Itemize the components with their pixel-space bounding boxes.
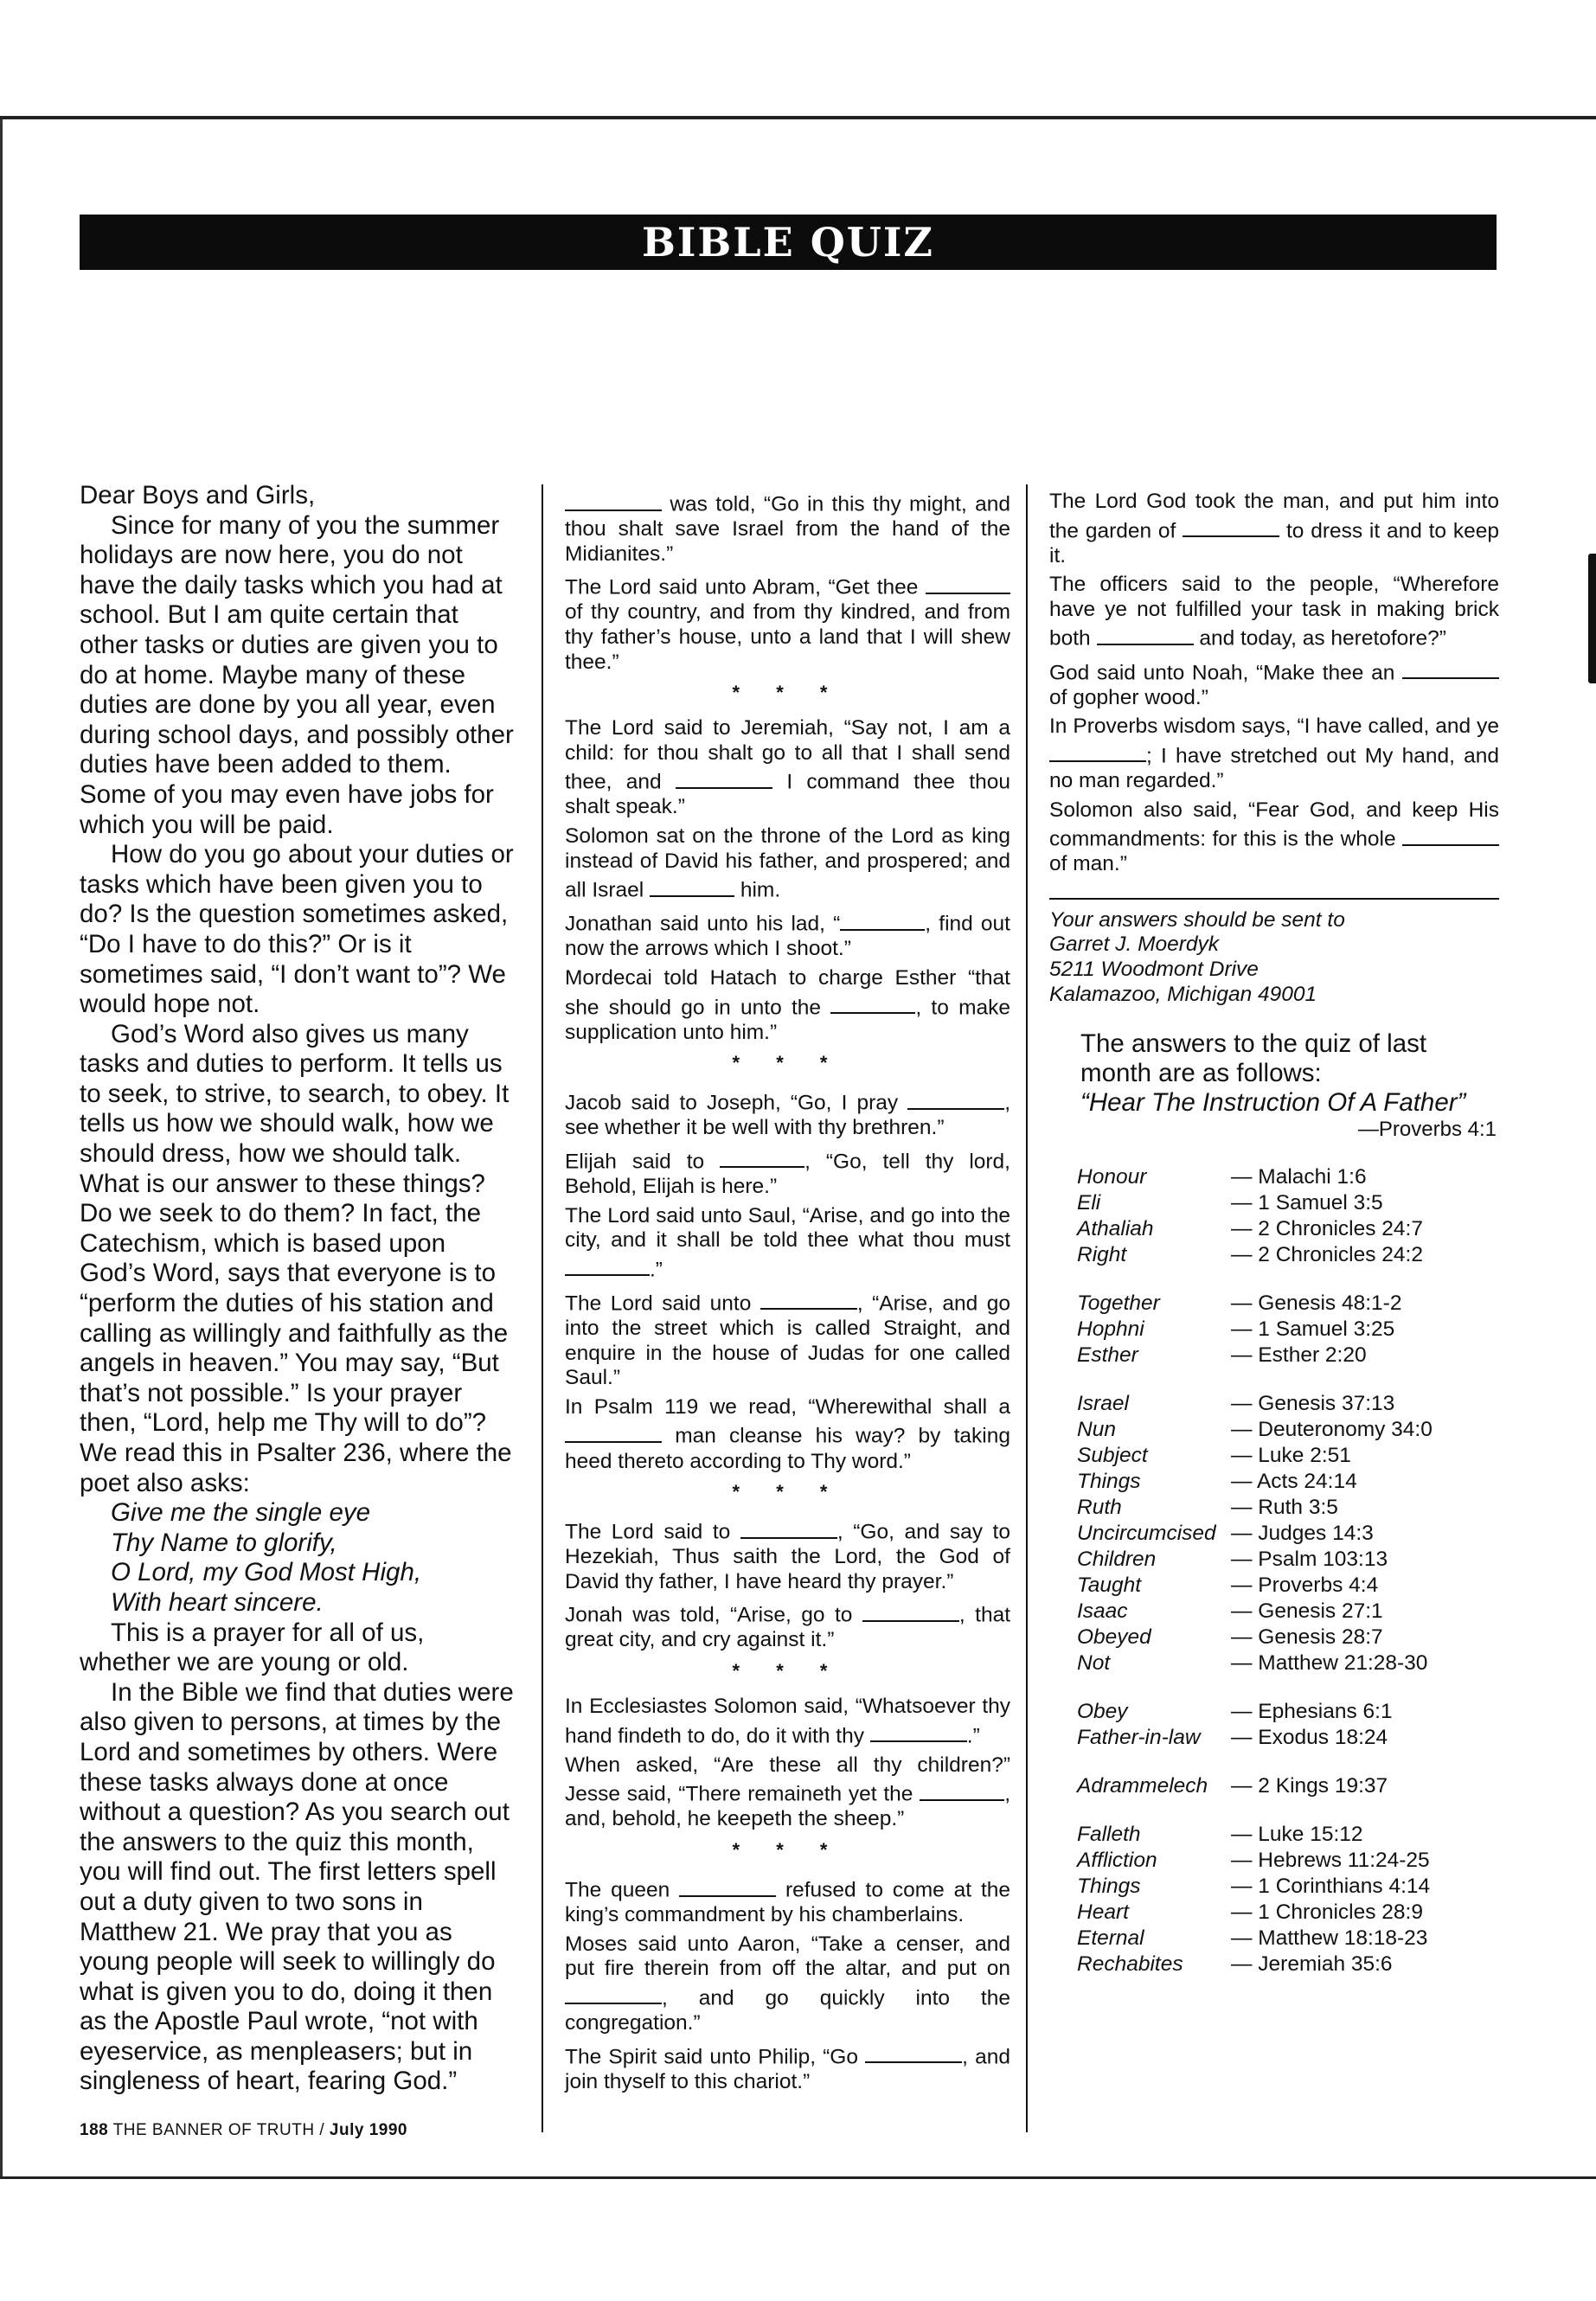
intro-paragraph: How do you go about your duties or tasks which have been given you to do? Is the question sometimes asked, “Do I have to do this?” Or is it sometimes said, “I don’t want to”? We would hope not. [80,840,514,1019]
quiz-question: Jonah was told, “Arise, go to , that great city, and cry against it.” [565,1599,1010,1653]
answer-blank [565,1982,662,2005]
answer-blank [862,1599,959,1622]
section-separator: * * * [732,682,843,704]
answer-group [1049,1822,1499,1977]
answer-row: Athaliah — 2 Chronicles 24:7 [1077,1217,1423,1241]
answer-blank [760,1287,857,1311]
answer-blank [840,907,925,931]
answer-row: Obey — Ephesians 6:1 [1077,1700,1393,1724]
answer-blank [865,2041,962,2064]
quiz-column-middle [565,488,1010,2099]
answer-blank [740,1516,837,1539]
quiz-question: The Lord said to Jeremiah, “Say not, I am a child: for thou shalt go to all that I shall send thee, and I command thee thou shalt speak.” [565,716,1010,819]
quiz-question: The Lord God took the man, and put him into the garden of to dress it and to keep it. [1049,490,1499,567]
answer-blank [926,571,1010,594]
answer-row: Uncircumcised — Judges 14:3 [1077,1522,1374,1546]
column-divider-2 [1026,484,1028,2132]
quiz-question: The Spirit said unto Philip, “Go , and join thyself to this chariot.” [565,2041,1010,2095]
answer-blank [1097,622,1194,645]
quiz-question: The Lord said to , “Go, and say to Hezekiah, Thus saith the Lord, the God of David thy father, I have heard thy prayer.” [565,1516,1010,1594]
salutation: Dear Boys and Girls, [80,481,316,510]
answer-row: Affliction — Hebrews 11:24-25 [1077,1849,1430,1873]
answer-row: Israel — Genesis 37:13 [1077,1392,1395,1416]
answer-blank [565,1420,662,1443]
scan-bottom-edge [0,2176,1596,2179]
answer-blank [1049,740,1146,763]
quiz-question: was told, “Go in this thy might, and thou shalt save Israel from the hand of the Midianites.” [565,488,1010,567]
verse-line: Give me the single eye [111,1498,371,1528]
quiz-column-right [1049,490,1499,1977]
answer-blank [1402,823,1499,846]
answer-blank [676,766,772,789]
answer-row: Obeyed — Genesis 28:7 [1077,1625,1383,1650]
answer-row: Adrammelech — 2 Kings 19:37 [1077,1774,1388,1798]
answer-blank [1402,657,1499,680]
answer-row: Honour — Malachi 1:6 [1077,1165,1367,1189]
quiz-question: The Lord said unto , “Arise, and go into the street which is called Straight, and enquire in the house of Judas for one called Saul.” [565,1287,1010,1391]
intro-paragraph: In the Bible we find that duties were also given to persons, at times by the Lord and sometimes by others. Were these tasks always done at once without a question? As you search out the answers to the quiz this month, you will find out. The first letters spell out a duty given to two sons in Matthew 21. We pray that you as young people will seek to willingly do what is given you to do, doing it then as the Apostle Paul wrote, “not with eyeservice, as menpleasers; but in singleness of heart, fearing God.” [80,1677,514,2096]
answer-blank [870,1720,967,1743]
page-footer [80,2121,407,2140]
scan-top-edge [0,116,1596,119]
divider [1049,898,1499,900]
answer-blank [565,1253,650,1277]
intro-paragraph: This is a prayer for all of us, whether we are young or old. [80,1618,425,1677]
answer-row: Ruth — Ruth 3:5 [1077,1496,1338,1520]
quiz-question: Moses said unto Aaron, “Take a censer, and put fire therein from off the altar, and put on , and go quickly into the congregation.” [565,1932,1010,2035]
answer-blank [565,488,662,511]
answer-blank [907,1086,1004,1110]
intro-paragraph: Since for many of you the summer holidays are now here, you do not have the daily tasks which you had at school. But I am quite certain that other tasks or duties are given you to do at home. Maybe many of these duties are done by you all year, even during school days, and possibly other duties have been added to them. Some of you may even have jobs for which you will be paid. [80,510,514,839]
publication-name: THE BANNER OF TRUTH / [112,2121,325,2139]
quiz-question: The officers said to the people, “Wherefore have ye not fulfilled your task in making brick both and today, as heretofore?” [1049,573,1499,651]
quiz-question: In Ecclesiastes Solomon said, “Whatsoever thy hand findeth to do, do it with thy .” [565,1695,1010,1748]
section-separator: * * * [732,1660,843,1682]
psalter-verse [80,1498,514,1618]
issue-date: July 1990 [329,2121,407,2139]
page-title: BIBLE QUIZ [80,215,1497,270]
answer-group [1049,1164,1499,1268]
quiz-question: The Lord said unto Abram, “Get thee of thy country, and from thy kindred, and from thy father’s house, unto a land that I will shew thee.” [565,571,1010,675]
answer-row: Eternal — Matthew 18:18-23 [1077,1926,1428,1951]
answer-blank [650,874,734,897]
column-divider-1 [542,484,543,2132]
answers-heading: The answers to the quiz of last month are as follows: [1080,1029,1427,1088]
quiz-question: Jonathan said unto his lad, “ , find out now the arrows which I shoot.” [565,907,1010,962]
section-separator: * * * [732,1052,843,1074]
answers-title: “Hear The Instruction Of A Father” [1080,1088,1466,1118]
quiz-question: In Proverbs wisdom says, “I have called, and ye ; I have stretched out My hand, and no man regarded.” [1049,715,1499,792]
quiz-question: When asked, “Are these all thy children?” Jesse said, “There remaineth yet the , and, behold, he keepeth the sheep.” [565,1753,1010,1831]
answer-row: Esther — Esther 2:20 [1077,1343,1367,1368]
address-city: Kalamazoo, Michigan 49001 [1049,982,1317,1006]
quiz-question: Jacob said to Joseph, “Go, I pray , see whether it be well with thy brethren.” [565,1086,1010,1141]
answer-blank [920,1778,1004,1801]
page-number: 188 [80,2121,109,2139]
answer-blank [720,1145,804,1169]
answer-row: Nun — Deuteronomy 34:0 [1077,1418,1433,1442]
answer-row: Rechabites — Jeremiah 35:6 [1077,1952,1393,1977]
address-street: 5211 Woodmont Drive [1049,958,1259,981]
verse-line: Thy Name to glorify, [111,1528,337,1557]
answer-group [1049,1391,1499,1676]
quiz-question: God said unto Noah, “Make thee an of gopher wood.” [1049,657,1499,711]
address-name: Garret J. Moerdyk [1049,933,1220,957]
section-separator: * * * [732,1839,843,1862]
answer-row: Subject — Luke 2:51 [1077,1444,1351,1468]
verse-line: With heart sincere. [111,1587,324,1617]
answer-group [1049,1699,1499,1751]
quiz-question: The queen refused to come at the king’s commandment by his chamberlains. [565,1874,1010,1928]
answer-blank [1183,515,1279,538]
answer-row: Isaac — Genesis 27:1 [1077,1599,1383,1624]
answer-row: Things — 1 Corinthians 4:14 [1077,1875,1431,1899]
answer-row: Not — Matthew 21:28-30 [1077,1651,1428,1676]
answer-blank [830,991,915,1015]
quiz-question: Solomon also said, “Fear God, and keep His commandments: for this is the whole of man.” [1049,798,1499,876]
answer-row: Right — 2 Chronicles 24:2 [1077,1243,1423,1267]
intro-paragraph: God’s Word also gives us many tasks and duties to perform. It tells us to seek, to strive, to search, to obey. It tells us how we should walk, how we should dress, how we should talk. What is our answer to these things? Do we seek to do them? In fact, the Catechism, which is based upon God’s Word, says that everyone is to “perform the duties of his station and calling as willingly and faithfully as the angels in heaven.” You may say, “But that’s not possible.” Is your prayer then, “Lord, help me Thy will to do”? We read this in Psalter 236, where the poet also asks: [80,1019,512,1497]
quiz-question: Solomon sat on the throne of the Lord as king instead of David his father, and prospered; and all Israel him. [565,824,1010,902]
answer-row: Children — Psalm 103:13 [1077,1548,1388,1572]
address-intro: Your answers should be sent to [1049,907,1345,932]
quiz-question: In Psalm 119 we read, “Wherewithal shall a man cleanse his way? by taking heed thereto according to Thy word.” [565,1394,1010,1473]
scan-binding-mark [1588,554,1596,683]
answer-row: Taught — Proverbs 4:4 [1077,1574,1379,1598]
quiz-question: The Lord said unto Saul, “Arise, and go into the city, and it shall be told thee what thou must .” [565,1203,1010,1282]
answers-reference: —Proverbs 4:1 [1357,1118,1497,1142]
answer-group [1049,1773,1499,1799]
answer-row: Falleth — Luke 15:12 [1077,1823,1363,1847]
answer-row: Father-in-law — Exodus 18:24 [1077,1726,1388,1750]
answer-blank [679,1874,776,1897]
answer-group [1049,1291,1499,1368]
section-separator: * * * [732,1481,843,1503]
answer-row: Hophni — 1 Samuel 3:25 [1077,1317,1395,1342]
answer-row: Eli — 1 Samuel 3:5 [1077,1191,1383,1215]
answer-row: Heart — 1 Chronicles 28:9 [1077,1900,1423,1925]
answer-row: Things — Acts 24:14 [1077,1470,1357,1494]
mailing-address [1049,908,1499,1007]
quiz-question: Mordecai told Hatach to charge Esther “that she should go in unto the , to make supplication unto him.” [565,966,1010,1044]
quiz-question: Elijah said to , “Go, tell thy lord, Behold, Elijah is here.” [565,1145,1010,1200]
verse-line: O Lord, my God Most High, [111,1558,422,1587]
intro-letter [80,481,514,2097]
scan-left-edge [0,119,3,2178]
answer-row: Together — Genesis 48:1-2 [1077,1292,1402,1316]
